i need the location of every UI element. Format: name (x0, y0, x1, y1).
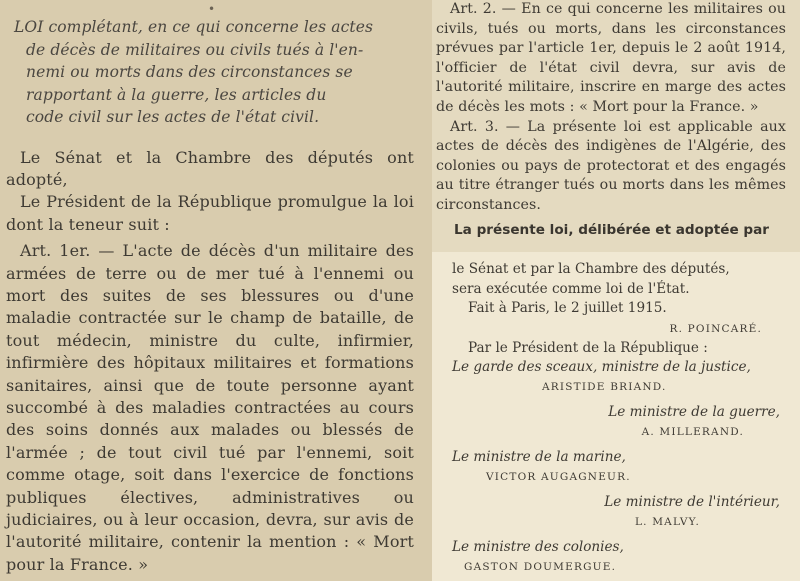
adoption-line: le Sénat et par la Chambre des députés, (452, 261, 730, 277)
date-line: Fait à Paris, le 2 juillet 1915. (468, 300, 667, 316)
title-line: de décès de militaires ou civils tués à l'en- (26, 40, 364, 59)
par-le-president: Par le Président de la République : (468, 339, 708, 356)
colonies-name: GASTON DOUMERGUE. (464, 560, 617, 573)
article-2: Art. 2. — En ce qui concerne les militaires ou civils, tués ou morts, dans les circonstances prévues par l'article 1er, depuis le 2 août 1914, l'officier de l'état civil devra, sur avis de l'autorité militaire, inscrire en marge des actes de décès les mots : « Mort pour la France. » (436, 1, 786, 115)
page-mark: • (208, 2, 216, 16)
title-line: code civil sur les actes de l'état civil. (26, 108, 320, 126)
title-line: nemi ou morts dans des circonstances se (26, 63, 353, 81)
guerre-title: Le ministre de la guerre, (608, 403, 780, 420)
right-bottom-column (432, 252, 800, 581)
marine-title: Le ministre de la marine, (452, 448, 626, 465)
colonies-title: Le ministre des colonies, (452, 538, 624, 555)
title-line: rapportant à la guerre, les articles du (26, 85, 327, 104)
justice-title: Le garde des sceaux, ministre de la justice, (452, 358, 751, 375)
enactment-paragraph: Le Sénat et la Chambre des députés ont adopté, (6, 147, 414, 189)
law-title (14, 16, 414, 129)
closing-bold-line: La présente loi, délibérée et adoptée par (454, 221, 770, 238)
promulgation-paragraph: Le Président de la République promulgue la loi dont la teneur suit : (6, 192, 414, 234)
marine-name: VICTOR AUGAGNEUR. (486, 470, 631, 483)
justice-name: ARISTIDE BRIAND. (542, 380, 667, 393)
interieur-name: L. MALVY. (634, 515, 700, 528)
interieur-title: Le ministre de l'intérieur, (604, 493, 780, 510)
title-line: LOI complétant, en ce qui concerne les actes (14, 18, 374, 36)
article-1: Art. 1er. — L'acte de décès d'un militaire des armées de terre ou de mer tué à l'ennemi ou mort des suites de ses blessures ou d'une maladie contractée sur le champ de bataille, de tout médecin, ministre du culte, infirmier, infirmière des hôpitaux militaires et formations sanitaires, ainsi que de toute personne ayant succombé à des maladies contractées au cours des soins donnés aux malades ou blessés de l'armée ; de tout civil tué par l'ennemi, soit comme otage, soit dans l'exercice de fonctions publiques électives, administratives ou judiciaires, ou à leur occasion, devra, sur avis de l'autorité militaire, contenir la mention : « Mort pour la France. » (6, 241, 414, 574)
execution-line: sera exécutée comme loi de l'État. (452, 280, 690, 297)
guerre-name: A. MILLERAND. (641, 425, 744, 438)
right-top-column (432, 0, 800, 252)
president-signature: R. POINCARÉ. (669, 322, 762, 335)
article-3: Art. 3. — La présente loi est applicable aux actes de décès des indigènes de l'Algérie, des colonies ou pays de protectorat et des engagés au titre étranger tués ou morts dans les mêmes circonstances. (436, 118, 786, 213)
